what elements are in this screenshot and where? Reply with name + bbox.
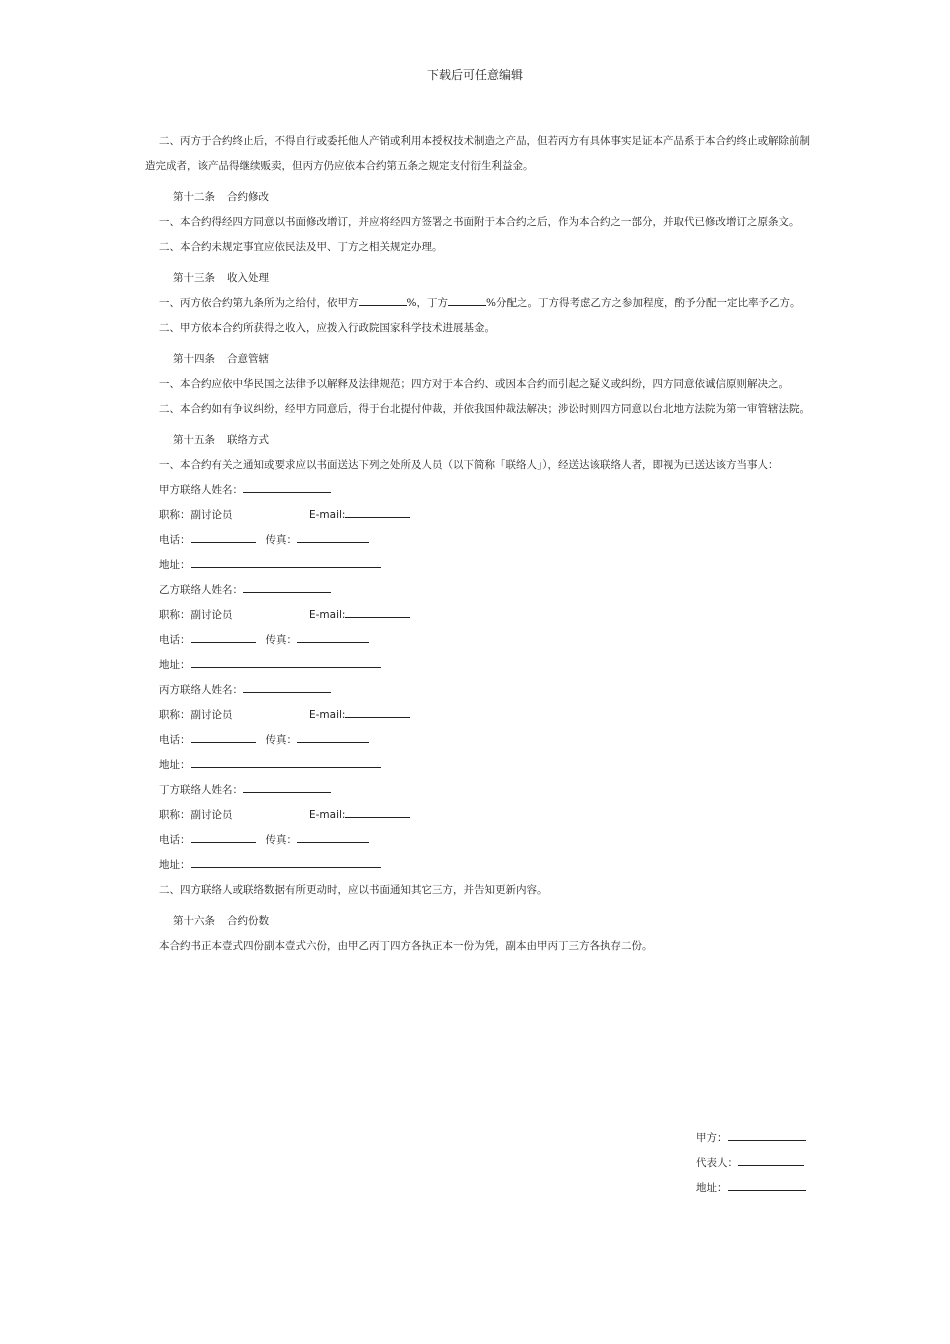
- article-title: 收入处理: [227, 272, 269, 284]
- paragraph: 本合约书正本壹式四份副本壹式六份，由甲乙丙丁四方各执正本一份为凭，副本由甲丙丁三方各执存二份。: [159, 940, 653, 952]
- field-label: 代表人：: [696, 1157, 738, 1169]
- field-label: 电话：: [159, 534, 191, 546]
- article-heading: [145, 185, 810, 210]
- paragraph: 二、丙方于合约终止后，不得自行或委托他人产销或利用本授权技术制造之产品，但若丙方有具体事实足证本产品系于本合约终止或解除前制造完成者，该产品得继续贩卖，但丙方仍应依本合约第五条之规定支付衍生利益金。: [145, 135, 810, 172]
- contact-name-line: [145, 578, 810, 603]
- article-number: 第十三条: [173, 272, 215, 284]
- contact-phone-line: [145, 728, 810, 753]
- phone-blank[interactable]: [191, 631, 256, 643]
- contact-title-line: [145, 503, 810, 528]
- percent-blank-party-a[interactable]: [359, 294, 407, 306]
- contact-name-blank[interactable]: [243, 481, 331, 493]
- phone-blank[interactable]: [191, 531, 256, 543]
- contact-address-line: [145, 753, 810, 778]
- contact-address-line: [145, 553, 810, 578]
- paragraph: 二、甲方依本合约所获得之收入，应拨入行政院国家科学技术进展基金。: [159, 322, 495, 334]
- article-title: 合约份数: [227, 915, 269, 927]
- article-title: 联络方式: [227, 434, 269, 446]
- contract-body: [145, 129, 810, 959]
- text-fragment: %分配之。丁方得考虑乙方之参加程度，酌予分配一定比率予乙方。: [485, 297, 801, 309]
- fax-blank[interactable]: [297, 631, 369, 643]
- field-label: 地址：: [159, 859, 191, 871]
- contact-title-line: [145, 603, 810, 628]
- fax-blank[interactable]: [297, 831, 369, 843]
- article-heading: [145, 428, 810, 453]
- article-heading: [145, 909, 810, 934]
- field-label: E-mail:: [309, 509, 346, 521]
- field-label: 电话：: [159, 834, 191, 846]
- contact-name-line: [145, 678, 810, 703]
- paragraph: 一、本合约应依中华民国之法律予以解释及法律规范；四方对于本合约、或因本合约而引起之疑义或纠纷，四方同意依诚信原则解决之。: [159, 378, 789, 390]
- contact-phone-line: [145, 828, 810, 853]
- paragraph: 二、本合约未规定事宜应依民法及甲、丁方之相关规定办理。: [159, 241, 443, 253]
- address-blank[interactable]: [191, 556, 381, 568]
- paragraph: 一、本合约得经四方同意以书面修改增订，并应将经四方签署之书面附于本合约之后，作为本合约之一部分，并取代已修改增订之原条文。: [159, 216, 800, 228]
- percent-blank-party-d[interactable]: [448, 294, 486, 306]
- field-label: 职称：副讨论员: [159, 509, 233, 521]
- article-heading: [145, 266, 810, 291]
- email-blank[interactable]: [345, 806, 410, 818]
- contact-title-line: [145, 703, 810, 728]
- contact-phone-line: [145, 528, 810, 553]
- field-label: 地址：: [159, 759, 191, 771]
- email-blank[interactable]: [345, 606, 410, 618]
- field-label: 丙方联络人姓名：: [159, 684, 243, 696]
- field-label: 甲方联络人姓名：: [159, 484, 243, 496]
- phone-blank[interactable]: [191, 831, 256, 843]
- email-blank[interactable]: [345, 706, 410, 718]
- field-label: E-mail:: [309, 609, 346, 621]
- contact-address-line: [145, 653, 810, 678]
- field-label: 传真：: [265, 534, 298, 546]
- signature-rep-line: [696, 1151, 806, 1176]
- contact-name-blank[interactable]: [243, 581, 331, 593]
- field-label: E-mail:: [309, 709, 346, 721]
- page-header: 下载后可任意编辑: [426, 68, 523, 82]
- representative-blank[interactable]: [738, 1154, 804, 1166]
- signature-address-line: [696, 1176, 806, 1201]
- contact-phone-line: [145, 628, 810, 653]
- email-blank[interactable]: [345, 506, 410, 518]
- article-title: 合意管辖: [227, 353, 269, 365]
- field-label: 职称：副讨论员: [159, 709, 233, 721]
- paragraph: 二、本合约如有争议纠纷，经甲方同意后，得于台北提付仲裁，并依我国仲裁法解决；涉讼时则四方同意以台北地方法院为第一审管辖法院。: [159, 403, 810, 415]
- signature-block: [696, 1126, 806, 1201]
- fax-blank[interactable]: [297, 731, 369, 743]
- field-label: 乙方联络人姓名：: [159, 584, 243, 596]
- fax-blank[interactable]: [297, 531, 369, 543]
- paragraph: 一、本合约有关之通知或要求应以书面送达下列之处所及人员（以下简称「联络人」），经送达该联络人者，即视为已送达该方当事人：: [159, 459, 779, 471]
- signature-party-line: [696, 1126, 806, 1151]
- article-title: 合约修改: [227, 191, 269, 203]
- contact-name-line: [145, 778, 810, 803]
- article-number: 第十六条: [173, 915, 215, 927]
- address-blank[interactable]: [191, 856, 381, 868]
- signature-address-blank[interactable]: [728, 1179, 806, 1191]
- paragraph: [145, 291, 810, 316]
- contact-name-blank[interactable]: [243, 781, 331, 793]
- field-label: 地址：: [696, 1182, 728, 1194]
- field-label: 职称：副讨论员: [159, 809, 233, 821]
- field-label: 丁方联络人姓名：: [159, 784, 243, 796]
- contact-name-line: [145, 478, 810, 503]
- phone-blank[interactable]: [191, 731, 256, 743]
- field-label: 传真：: [265, 834, 298, 846]
- address-blank[interactable]: [191, 656, 381, 668]
- field-label: 甲方：: [696, 1132, 728, 1144]
- field-label: 电话：: [159, 634, 191, 646]
- party-blank[interactable]: [728, 1129, 806, 1141]
- field-label: 地址：: [159, 559, 191, 571]
- field-label: 地址：: [159, 659, 191, 671]
- text-fragment: 一、丙方依合约第九条所为之给付，依甲方: [159, 297, 359, 309]
- address-blank[interactable]: [191, 756, 381, 768]
- field-label: 传真：: [265, 734, 298, 746]
- paragraph: 二、四方联络人或联络数据有所更动时，应以书面通知其它三方，并告知更新内容。: [159, 884, 548, 896]
- field-label: 传真：: [265, 634, 298, 646]
- article-number: 第十五条: [173, 434, 215, 446]
- contact-name-blank[interactable]: [243, 681, 331, 693]
- text-fragment: %，丁方: [406, 297, 448, 309]
- contact-title-line: [145, 803, 810, 828]
- article-number: 第十二条: [173, 191, 215, 203]
- field-label: 职称：副讨论员: [159, 609, 233, 621]
- field-label: E-mail:: [309, 809, 346, 821]
- field-label: 电话：: [159, 734, 191, 746]
- contact-address-line: [145, 853, 810, 878]
- article-number: 第十四条: [173, 353, 215, 365]
- article-heading: [145, 347, 810, 372]
